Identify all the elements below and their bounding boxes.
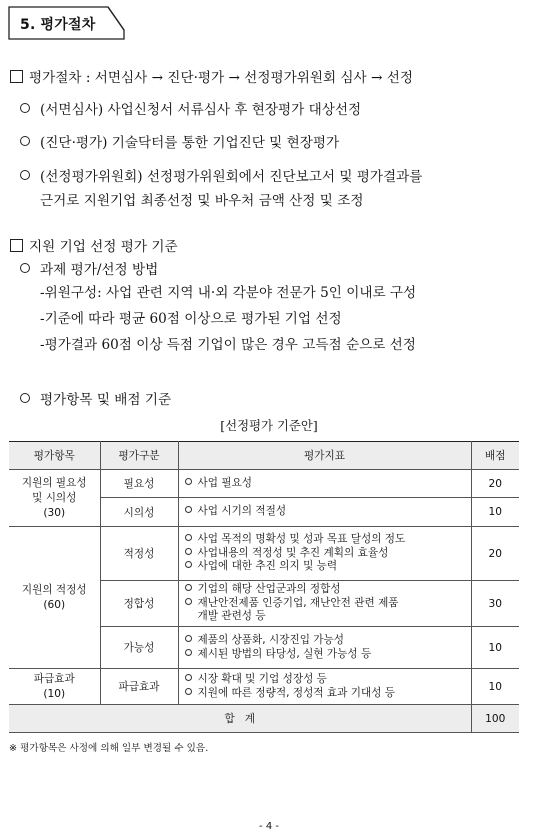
circle-bullet-icon — [185, 561, 192, 568]
criteria-line: -평가결과 60점 이상 득점 기업이 많은 경우 고득점 순으로 선정 — [40, 337, 416, 353]
circle-bullet-icon — [20, 170, 30, 180]
category-cell: 파급효과 — [100, 669, 178, 705]
header-item: 평가항목 — [9, 442, 100, 470]
table-caption: [선정평가 기준안] — [220, 418, 318, 433]
procedure-item: (선정평가위원회) 선정평가위원회에서 진단보고서 및 평가결과를 — [20, 165, 422, 185]
circle-bullet-icon — [185, 635, 192, 642]
procedure-heading-line — [10, 66, 413, 86]
items-heading-line — [20, 388, 171, 408]
criteria-heading: 지원 기업 선정 평가 기준 — [29, 239, 178, 255]
category-cell: 시의성 — [100, 498, 178, 527]
circle-bullet-icon — [185, 598, 192, 605]
criteria-heading-line — [10, 235, 178, 255]
criteria-line: -위원구성: 사업 관련 지역 내·외 각분야 전문가 5인 이내로 구성 — [40, 285, 417, 301]
header-category: 평가구분 — [100, 442, 178, 470]
score-cell: 20 — [471, 527, 519, 581]
circle-bullet-icon — [20, 263, 30, 273]
category-cell: 정합성 — [100, 581, 178, 627]
circle-bullet-icon — [185, 548, 192, 555]
table-row — [9, 470, 519, 498]
indicator-cell: 사업 목적의 명확성 및 성과 목표 달성의 정도 사업내용의 적정성 및 추진 계획의 효율성 사업에 대한 추진 의지 및 능력 — [178, 527, 471, 581]
circle-bullet-icon — [185, 478, 192, 485]
group-cell: 지원의 적정성 (60) — [9, 527, 100, 669]
circle-bullet-icon — [185, 674, 192, 681]
score-cell: 10 — [471, 627, 519, 669]
circle-bullet-icon — [185, 688, 192, 695]
score-cell: 10 — [471, 669, 519, 705]
header-score: 배점 — [471, 442, 519, 470]
table-row — [9, 527, 519, 581]
circle-bullet-icon — [20, 393, 30, 403]
table-row — [9, 669, 519, 705]
page-number: - 4 - — [259, 821, 279, 832]
category-cell: 적정성 — [100, 527, 178, 581]
checkbox-square-icon — [10, 70, 23, 83]
circle-bullet-icon — [20, 103, 30, 113]
criteria-sub-heading: 과제 평가/선정 방법 — [40, 262, 159, 278]
circle-bullet-icon — [20, 136, 30, 146]
indicator-cell: 사업 시기의 적절성 — [178, 498, 471, 527]
procedure-item: (서면심사) 사업신청서 서류심사 후 현장평가 대상선정 — [20, 98, 361, 118]
circle-bullet-icon — [185, 506, 192, 513]
table-header-row — [9, 442, 519, 470]
total-score: 100 — [471, 705, 519, 733]
criteria-line: -기준에 따라 평균 60점 이상으로 평가된 기업 선정 — [40, 311, 342, 327]
category-cell: 가능성 — [100, 627, 178, 669]
header-indicator: 평가지표 — [178, 442, 471, 470]
table-total-row — [9, 705, 519, 733]
circle-bullet-icon — [185, 584, 192, 591]
circle-bullet-icon — [185, 649, 192, 656]
criteria-sub-heading-line — [20, 258, 158, 278]
procedure-item: (진단·평가) 기술닥터를 통한 기업진단 및 현장평가 — [20, 131, 339, 151]
score-cell: 20 — [471, 470, 519, 498]
circle-bullet-icon — [185, 534, 192, 541]
indicator-cell: 시장 확대 및 기업 성장성 등 지원에 따른 정량적, 정성적 효과 기대성 등 — [178, 669, 471, 705]
section-title-box — [8, 6, 122, 38]
checkbox-square-icon — [10, 239, 23, 252]
category-cell: 필요성 — [100, 470, 178, 498]
evaluation-table — [9, 441, 519, 733]
section-title: 5. 평가절차 — [20, 17, 96, 33]
group-cell: 지원의 필요성 및 시의성 (30) — [9, 470, 100, 527]
group-cell: 파급효과 (10) — [9, 669, 100, 705]
indicator-cell: 기업의 해당 산업군과의 정합성 재난안전제품 인증기업, 재난안전 관련 제품 개발 관련성 등 — [178, 581, 471, 627]
total-label: 합 계 — [9, 705, 471, 733]
indicator-cell: 사업 필요성 — [178, 470, 471, 498]
items-heading: 평가항목 및 배점 기준 — [40, 392, 172, 408]
procedure-item-continued: 근거로 지원기업 최종선정 및 바우처 금액 산정 및 조정 — [40, 193, 364, 209]
score-cell: 30 — [471, 581, 519, 627]
footnote: ※ 평가항목은 사정에 의해 일부 변경될 수 있음. — [9, 743, 209, 754]
procedure-heading: 평가절차 : 서면심사 → 진단·평가 → 선정평가위원회 심사 → 선정 — [29, 70, 413, 86]
score-cell: 10 — [471, 498, 519, 527]
indicator-cell: 제품의 상품화, 시장진입 가능성 제시된 방법의 타당성, 실현 가능성 등 — [178, 627, 471, 669]
